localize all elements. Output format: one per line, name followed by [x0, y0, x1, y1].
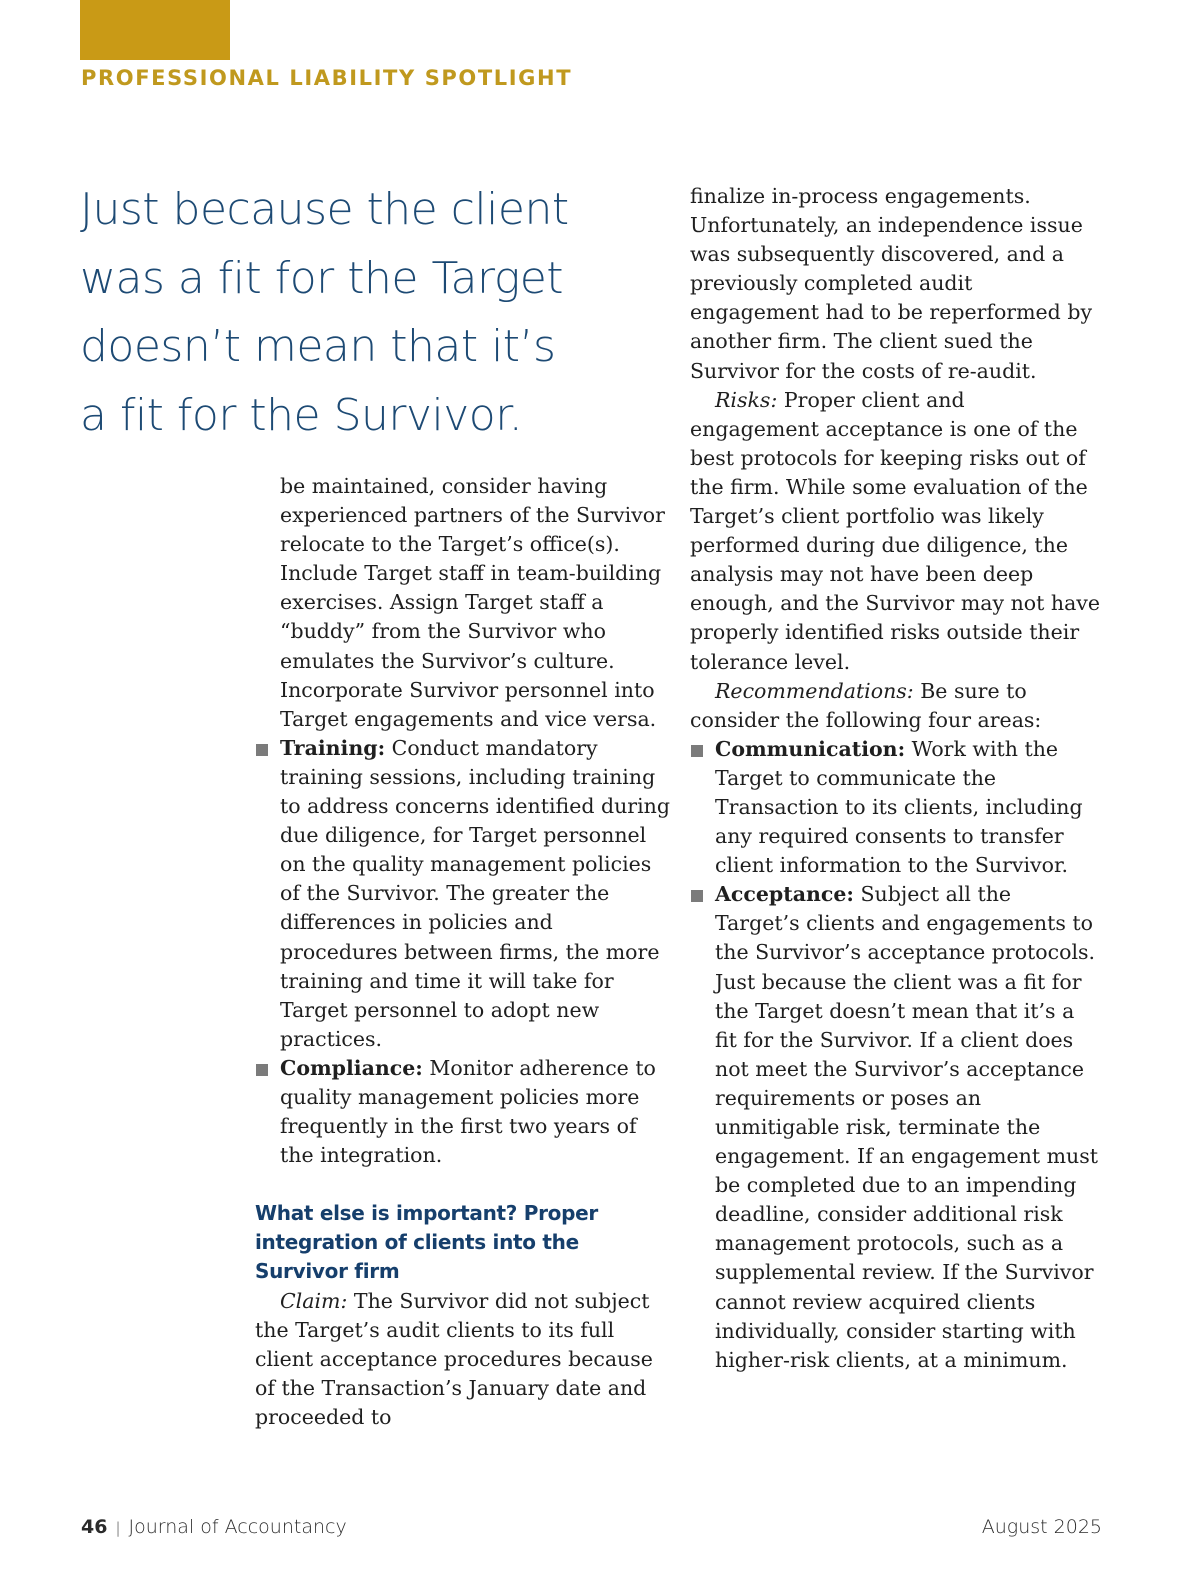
risks-paragraph: [690, 386, 1100, 677]
risks-label: Risks:: [715, 387, 778, 412]
bullet-term: Acceptance:: [715, 882, 854, 907]
recommendations-label: Recommendations:: [715, 678, 914, 703]
journal-name: Journal of Accountancy: [128, 1516, 347, 1538]
pull-quote-line: was a fit for the Target: [80, 252, 564, 304]
pull-quote-line: doesn’t mean that it’s: [80, 321, 556, 372]
section-accent-bar: [80, 0, 230, 60]
article-column-right: [690, 182, 1100, 1375]
bullet-text: Work with the Target to communicate the Transaction to its clients, including any required consents to transfer client information to the Survivor.: [715, 736, 1083, 878]
bullet-text: Monitor adherence to quality management policies more frequently in the first two years of the integration.: [280, 1055, 656, 1168]
square-bullet-icon: [691, 890, 703, 902]
recommendations-text: Be sure to consider the following four areas:: [690, 678, 1042, 732]
body-paragraph: finalize in-process engagements. Unfortunately, an independence issue was subsequently discovered, and a previously completed audit engagement had to be reperformed by another firm. The client sued the Survivor for the costs of re-audit.: [690, 184, 1093, 383]
bullet-term: Training:: [280, 735, 386, 760]
square-bullet-icon: [256, 744, 268, 756]
body-paragraph: be maintained, consider having experienced partners of the Survivor relocate to the Target’s office(s). Include Target staff in team-building exercises. Assign Target staff a “buddy” from the Survivor who emulates the Survivor’s culture. Incorporate Survivor personnel into Target engagements and vice versa.: [280, 474, 665, 731]
page-number: 46: [81, 1516, 108, 1538]
pull-quote-line: Just because the client: [80, 184, 569, 235]
section-label: PROFESSIONAL LIABILITY SPOTLIGHT: [81, 66, 573, 90]
risks-text: Proper client and engagement acceptance is one of the best protocols for keeping risks out of the firm. While some evaluation of the Target’s client portfolio was likely performed during due diligence, the analysis may not have been deep enough, and the Survivor may not have properly identified risks outside their tolerance level.: [690, 387, 1101, 674]
pull-quote: [80, 176, 600, 450]
bullet-item-training: [255, 734, 675, 1054]
claim-text: The Survivor did not subject the Target’s audit clients to its full client acceptance procedures because of the Transaction’s January date and proceeded to: [255, 1288, 653, 1429]
claim-paragraph: [255, 1287, 675, 1432]
pull-quote-line: a fit for the Survivor.: [80, 389, 523, 441]
bullet-item-compliance: [255, 1054, 675, 1170]
bullet-text: Conduct mandatory training sessions, including training to address concerns identified during due diligence, for Target personnel on the quality management policies of the Survivor. The greater the differences in policies and procedures between firms, the more training and time it will take for Target personnel to adopt new practices.: [280, 735, 670, 1051]
bullet-item-acceptance: [690, 880, 1100, 1375]
article-column-middle: [255, 472, 675, 1432]
bullet-item-communication: [690, 735, 1100, 880]
bullet-term: Compliance:: [280, 1055, 423, 1080]
square-bullet-icon: [691, 745, 703, 757]
issue-date: August 2025: [981, 1516, 1102, 1538]
recommendations-paragraph: [690, 677, 1100, 735]
claim-label: Claim:: [280, 1288, 348, 1313]
bullet-text: Subject all the Target’s clients and engagements to the Survivor’s acceptance protocols. Just because the client was a fit for the Target doesn’t mean that it’s a fit for the Survivor. If a client does not meet the Survivor’s acceptance requirements or poses an unmitigable risk, terminate the engagement. If an engagement must be completed due to an impending deadline, consider additional risk management protocols, such as a supplemental review. If the Survivor cannot review acquired clients individually, consider starting with higher-risk clients, at a minimum.: [715, 882, 1098, 1372]
footer-folio: [81, 1516, 347, 1538]
section-subheading: What else is important? Proper integration of clients into the Survivor firm: [255, 1201, 598, 1284]
bullet-term: Communication:: [715, 736, 906, 761]
square-bullet-icon: [256, 1064, 268, 1076]
footer-separator: |: [115, 1519, 121, 1537]
